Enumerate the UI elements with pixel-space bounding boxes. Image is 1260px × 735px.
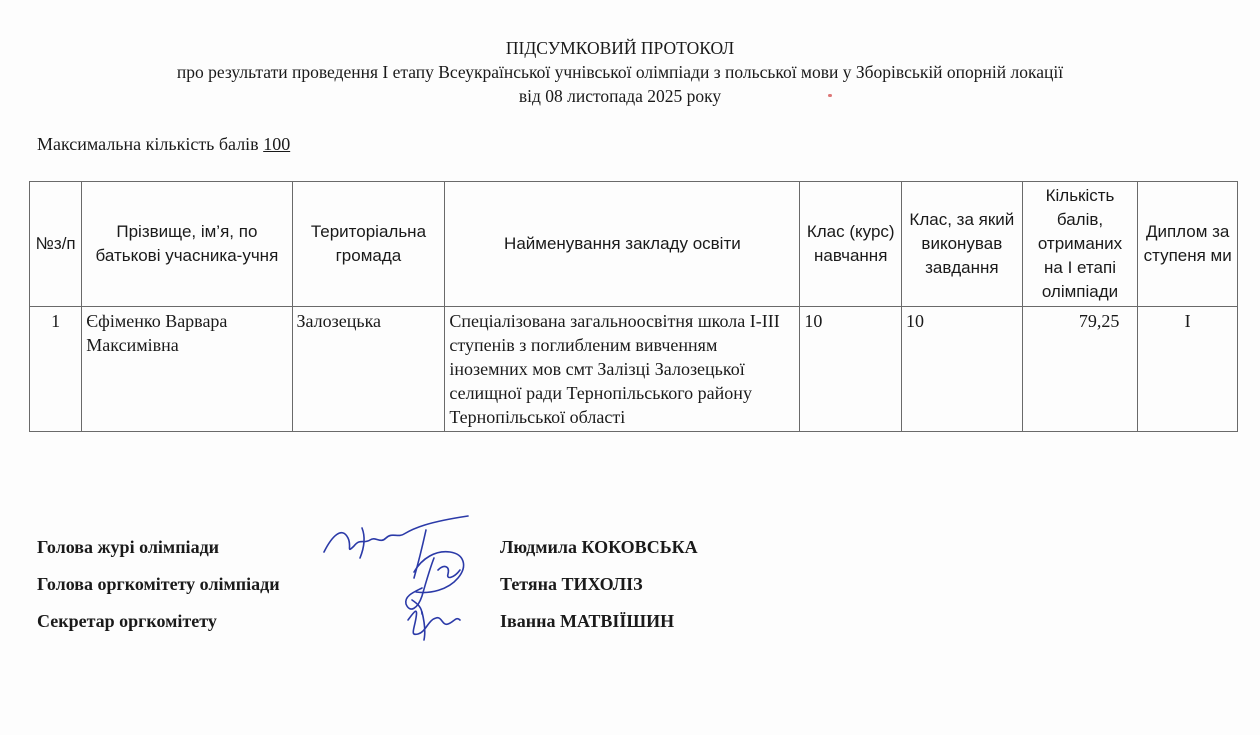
cell-num: 1 [30, 307, 82, 432]
document-title: ПІДСУМКОВИЙ ПРОТОКОЛ [505, 38, 735, 58]
signature-name-jury: Людмила КОКОВСЬКА [500, 537, 698, 557]
handwritten-signatures-icon [318, 508, 498, 648]
cell-diploma: І [1138, 307, 1238, 432]
header-num: №з/п [30, 182, 82, 307]
header-school: Найменування закладу освіти [445, 182, 800, 307]
signature-role-secretary: Секретар оргкомітету [37, 611, 217, 631]
table-header-row [30, 182, 1238, 307]
header-name: Прізвище, ім’я, по батькові учасника-учня [82, 182, 292, 307]
header-diploma: Диплом за ступеня ми [1138, 182, 1238, 307]
header-grade-task: Клас, за який виконував завдання [902, 182, 1023, 307]
cell-community: Залозецька [292, 307, 445, 432]
cell-school: Спеціалізована загальноосвітня школа І-ІІІ ступенів з поглибленим вивченням іноземних мов смт Залізці Залозецької селищної ради Тернопільського району Тернопільської області [445, 307, 800, 432]
red-dot-mark [828, 94, 832, 97]
cell-grade: 10 [800, 307, 902, 432]
max-score [37, 134, 290, 155]
signature-name-secretary: Іванна МАТВІЇШИН [500, 611, 675, 631]
signature-role-orgcom: Голова оргкомітету олімпіади [37, 574, 280, 594]
document-subtitle: про результати проведення І етапу Всеукраїнської учнівської олімпіади з польської мови у Зборівській опорній локації [176, 62, 1064, 82]
cell-score: 79,25 [1022, 307, 1138, 432]
signature-role-jury: Голова журі олімпіади [37, 537, 220, 557]
table-row [30, 307, 1238, 432]
max-score-label: Максимальна кількість балів [37, 134, 259, 154]
cell-name: Єфіменко Варвара Максимівна [82, 307, 292, 432]
max-score-value: 100 [263, 134, 291, 154]
header-grade: Клас (курс) навчання [800, 182, 902, 307]
cell-grade-task: 10 [902, 307, 1023, 432]
header-score: Кількість балів, отриманих на І етапі олімпіади [1022, 182, 1138, 307]
header-community: Територіальна громада [292, 182, 445, 307]
document-header [0, 36, 1240, 108]
signature-name-orgcom: Тетяна ТИХОЛІЗ [500, 574, 643, 594]
results-table [29, 181, 1238, 432]
document-date: від 08 листопада 2025 року [518, 86, 722, 106]
